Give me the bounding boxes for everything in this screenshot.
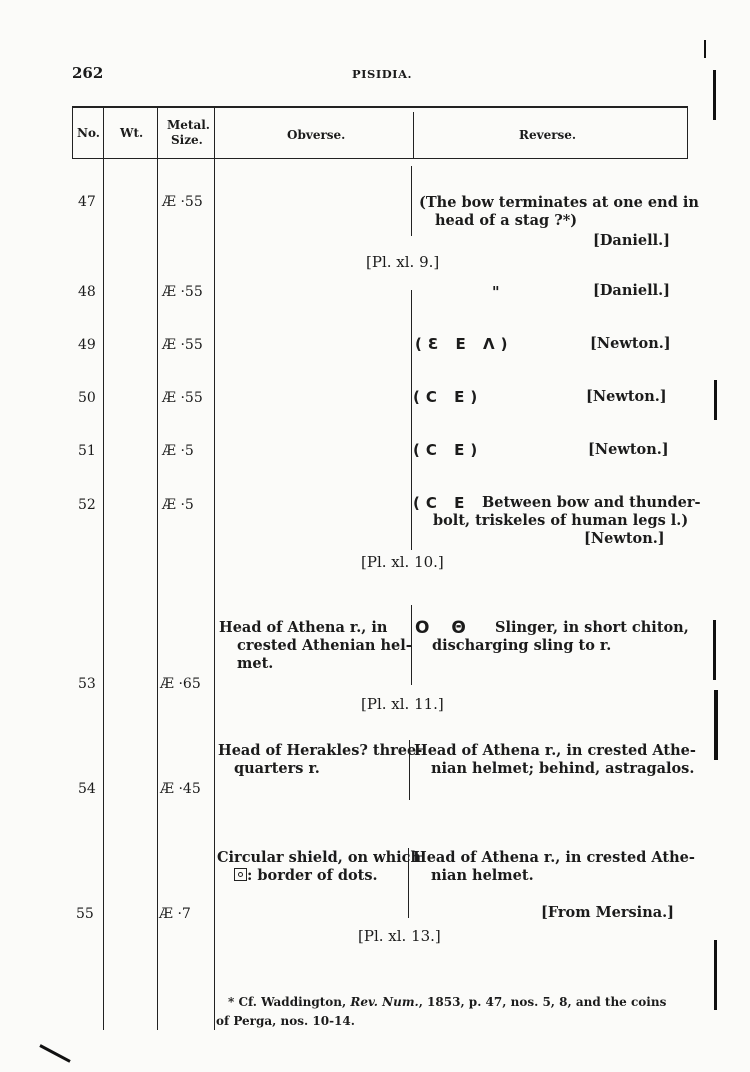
header-bottom-rule (72, 158, 688, 159)
footnote-suffix: , 1853, p. 47, nos. 5, 8, and the coins (418, 995, 667, 1009)
row-50-metal: Æ ·55 (162, 390, 203, 406)
col-head-no: No. (77, 126, 100, 140)
row-55-obverse-line2 (234, 867, 378, 885)
col-rule-no (103, 106, 104, 1030)
row-47-reverse-l1: (The bow terminates at one end in (419, 194, 699, 211)
scan-mark (714, 690, 718, 760)
row-48-no: 48 (78, 284, 96, 300)
row-48-metal: Æ ·55 (162, 284, 203, 300)
row-47-reverse-l2: head of a stag ?*) (435, 212, 578, 229)
row-55-plate: [Pl. xl. 13.] (358, 927, 441, 945)
row-52-legend: (C E (413, 494, 471, 512)
footnote-line1 (228, 993, 666, 1011)
row-47-metal: Æ ·55 (162, 194, 203, 210)
scan-mark (714, 940, 717, 1010)
row-50-source: [Newton.] (586, 388, 667, 405)
row-53-reverse-l2: discharging sling to r. (432, 637, 612, 654)
row-49-metal: Æ ·55 (162, 337, 203, 353)
row-54-metal: Æ ·45 (160, 781, 201, 797)
left-border (72, 106, 73, 159)
row-50-no: 50 (78, 390, 96, 406)
row-53-obverse-l3: met. (237, 655, 274, 672)
row-55-obverse-l1: Circular shield, on which (217, 849, 421, 866)
row-55-no: 55 (76, 906, 94, 922)
row-55-reverse-l1: Head of Athena r., in crested Athe- (413, 849, 695, 866)
col-head-metal: Metal. (167, 118, 210, 132)
row-54-obverse-l2: quarters r. (234, 760, 320, 777)
row-52-source: [Newton.] (584, 530, 665, 547)
row-51-metal: Æ ·5 (162, 443, 194, 459)
col-rule-wt (157, 106, 158, 1030)
col-rule-obverse-header (413, 112, 414, 158)
footnote-prefix: * Cf. Waddington, (228, 995, 351, 1009)
row-48-ditto-mark: " (492, 284, 500, 301)
row-54-reverse-l1: Head of Athena r., in crested Athe- (414, 742, 696, 759)
scan-mark (39, 1044, 70, 1063)
divider-48-52 (411, 290, 412, 550)
row-51-no: 51 (78, 443, 96, 459)
col-head-reverse: Reverse. (519, 128, 577, 142)
right-border (687, 106, 688, 159)
page-number: 262 (72, 64, 104, 82)
scan-mark (704, 40, 706, 58)
row-55-source: [From Mersina.] (541, 904, 675, 921)
running-title: PISIDIA. (352, 67, 412, 81)
row-53-legend: O Θ (415, 618, 474, 638)
col-rule-metal (214, 106, 215, 1030)
table-top-rule (72, 106, 688, 108)
row-53-obverse-l2: crested Athenian hel- (237, 637, 412, 654)
row-47-source: [Daniell.] (593, 232, 671, 249)
col-head-obverse: Obverse. (287, 128, 346, 142)
scan-mark (713, 620, 716, 680)
row-50-legend: (C E) (413, 388, 484, 406)
row-53-reverse-l1: Slinger, in short chiton, (495, 619, 689, 636)
col-head-wt: Wt. (120, 126, 144, 140)
row-53-no: 53 (78, 676, 96, 692)
row-49-no: 49 (78, 337, 96, 353)
row-54-reverse-l2: nian helmet; behind, astragalos. (431, 760, 695, 777)
row-49-legend: (Ɛ E Λ) (415, 335, 514, 353)
row-52-plate: [Pl. xl. 10.] (361, 553, 444, 571)
row-55-metal: Æ ·7 (159, 906, 191, 922)
row-55-reverse-l2: nian helmet. (431, 867, 534, 884)
footnote-line2: of Perga, nos. 10-14. (216, 1014, 355, 1028)
col-head-size: Size. (171, 133, 203, 147)
row-51-legend: (C E) (413, 441, 484, 459)
divider-47 (411, 166, 412, 236)
row-53-metal: Æ ·65 (160, 676, 201, 692)
footnote-journal: Rev. Num. (350, 995, 419, 1009)
row-47-plate: [Pl. xl. 9.] (366, 253, 440, 271)
row-53-obverse-l1: Head of Athena r., in (219, 619, 388, 636)
row-52-reverse-l1: Between bow and thunder- (482, 494, 701, 511)
row-54-obverse-l1: Head of Herakles? three- (218, 742, 423, 759)
scan-mark (713, 70, 716, 120)
row-55-obverse-l2: : border of dots. (247, 867, 378, 884)
row-51-source: [Newton.] (588, 441, 669, 458)
shield-device-icon (234, 868, 247, 881)
row-53-plate: [Pl. xl. 11.] (361, 695, 444, 713)
row-52-reverse-l2: bolt, triskeles of human legs l.) (433, 512, 689, 529)
row-49-source: [Newton.] (590, 335, 671, 352)
row-47-no: 47 (78, 194, 96, 210)
row-52-no: 52 (78, 497, 96, 513)
scan-mark (714, 380, 717, 420)
row-52-metal: Æ ·5 (162, 497, 194, 513)
row-48-source: [Daniell.] (593, 282, 671, 299)
row-54-no: 54 (78, 781, 96, 797)
